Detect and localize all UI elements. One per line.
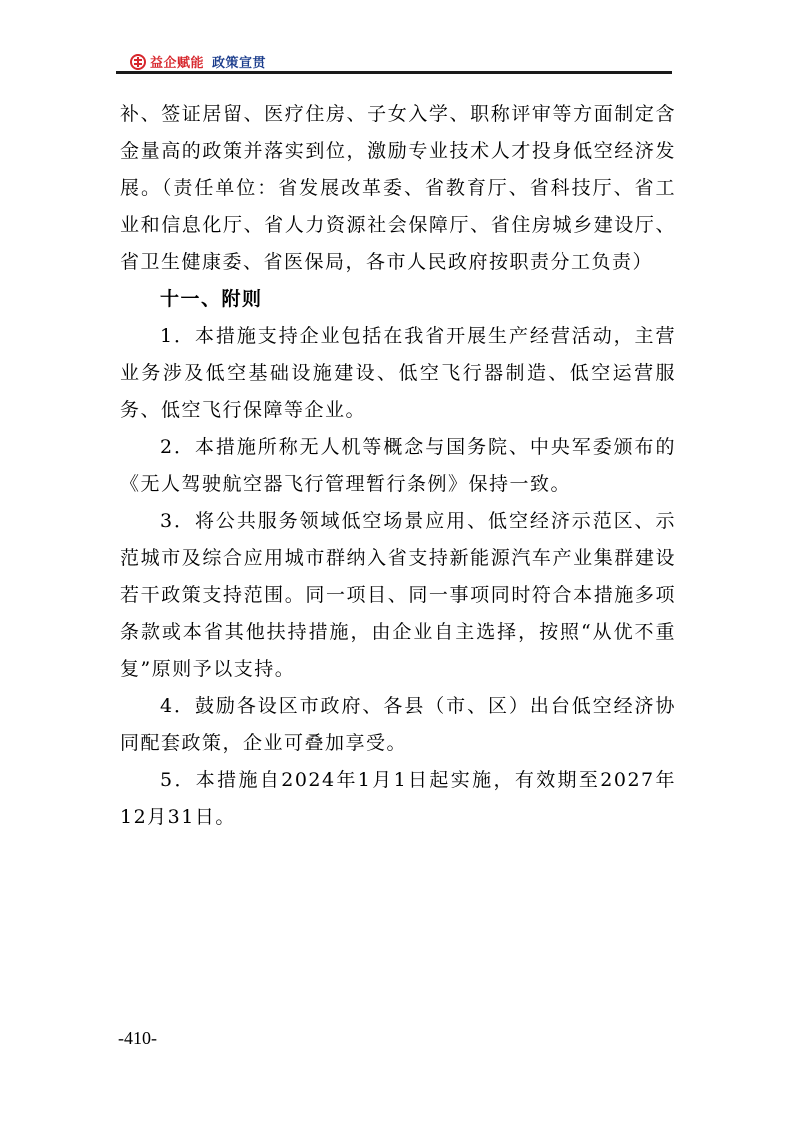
page-header [116, 50, 672, 74]
brand [130, 52, 266, 71]
document-body [120, 96, 676, 836]
brand-slogan: 政策宣贯 [212, 56, 267, 71]
brand-logo-icon [130, 54, 146, 70]
clause-1: 1．本措施支持企业包括在我省开展生产经营活动，主营业务涉及低空基础设施建设、低空飞行器制造、低空运营服务、低空飞行保障等企业。 [120, 325, 676, 421]
clause-2: 2．本措施所称无人机等概念与国务院、中央军委颁布的《无人驾驶航空器飞行管理暂行条例》保持一致。 [120, 436, 676, 495]
section-heading: 十一、附则 [160, 288, 263, 310]
header-divider [116, 71, 672, 74]
page-number: -410- [118, 1028, 157, 1048]
brand-name: 益企赋能 [150, 56, 205, 71]
clause-5: 5．本措施自2024年1月1日起实施，有效期至2027年12月31日。 [120, 769, 676, 828]
clause-3: 3．将公共服务领域低空场景应用、低空经济示范区、示范城市及综合应用城市群纳入省支持新能源汽车产业集群建设若干政策支持范围。同一项目、同一事项同时符合本措施多项条款或本省其他扶持措施，由企业自主选择，按照“从优不重复”原则予以支持。 [120, 510, 676, 680]
paragraph-continuation: 补、签证居留、医疗住房、子女入学、职称评审等方面制定含金量高的政策并落实到位，激励专业技术人才投身低空经济发展。（责任单位：省发展改革委、省教育厅、省科技厅、省工业和信息化厅、省人力资源社会保障厅、省住房城乡建设厅、省卫生健康委、省医保局，各市人民政府按职责分工负责） [120, 103, 676, 273]
clause-4: 4．鼓励各设区市政府、各县（市、区）出台低空经济协同配套政策，企业可叠加享受。 [120, 695, 676, 754]
